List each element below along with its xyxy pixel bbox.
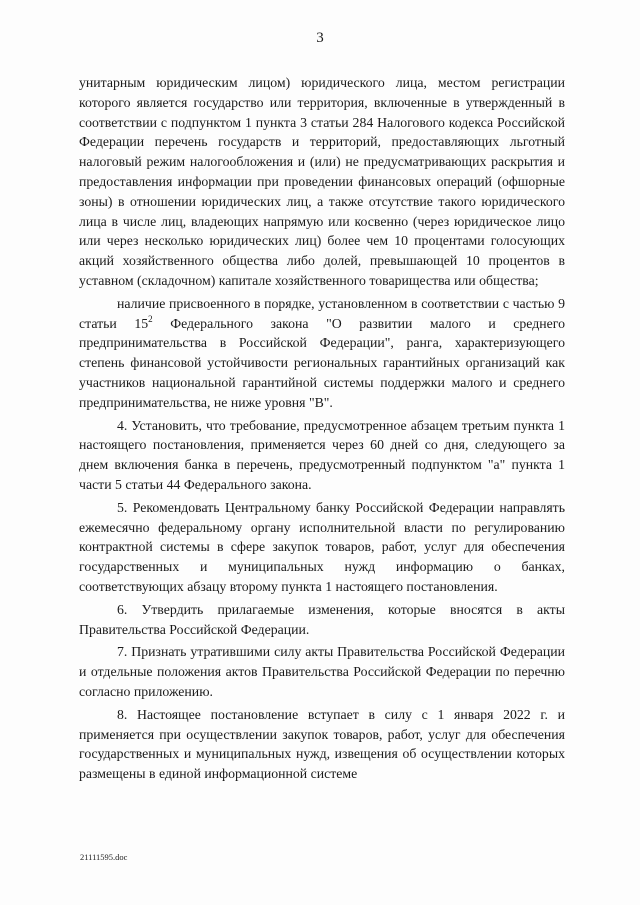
paragraph-item-4: 4. Установить, что требование, предусмотренное абзацем третьим пункта 1 настоящего постановления, применяется через 60 дней со дня, следующего за днем включения банка в перечень, предусмотренный подпунктом "а" пункта 1 части 5 статьи 44 Федерального закона.	[79, 417, 565, 492]
superscript-article-number: 2	[148, 313, 153, 324]
page-number: 3	[316, 30, 324, 46]
footer-filename: 21111595.doc	[80, 852, 128, 862]
paragraph-item-6: 6. Утвердить прилагаемые изменения, которые вносятся в акты Правительства Российской Федерации.	[79, 601, 565, 637]
paragraph-text-before-superscript: наличие присвоенного в порядке, установленном в соответствии с частью 9 статьи 15	[79, 295, 565, 331]
paragraph-item-7: 7. Признать утратившими силу акты Правительства Российской Федерации и отдельные положения актов Правительства Российской Федерации по перечню согласно приложению.	[79, 644, 565, 699]
paragraph-item-8: 8. Настоящее постановление вступает в силу с 1 января 2022 г. и применяется при осуществлении закупок товаров, работ, услуг для обеспечения государственных и муниципальных нужд, извещения об осуществлении которых размещены в единой информационной системе	[79, 706, 565, 782]
document-body	[79, 73, 565, 784]
paragraph-rank-requirement	[79, 294, 565, 413]
paragraph-text-after-superscript: Федерального закона "О развитии малого и среднего предпринимательства в Российской Федерации", ранга, характеризующего степень финансовой устойчивости региональных гарантийных организаций как участников национальной гарантийной системы поддержки малого и среднего предпринимательства, не ниже уровня "В".	[79, 315, 565, 410]
paragraph-item-5: 5. Рекомендовать Центральному банку Российской Федерации направлять ежемесячно федеральному органу исполнительной власти по регулированию контрактной системы в сфере закупок товаров, работ, услуг для обеспечения государственных и муниципальных нужд информацию о банках, соответствующих абзацу второму пункта 1 настоящего постановления.	[79, 499, 565, 594]
paragraph-continued: унитарным юридическим лицом) юридического лица, местом регистрации которого является государство или территория, включенные в утвержденный в соответствии с подпунктом 1 пункта 3 статьи 284 Налогового кодекса Российской Федерации перечень государств и территорий, предоставляющих льготный налоговый режим налогообложения и (или) не предусматривающих раскрытия и предоставления информации при проведении финансовых операций (офшорные зоны) в отношении юридических лиц, а также отсутствие такого юридического лица в числе лиц, владеющих напрямую или косвенно (через юридическое лицо или через несколько юридических лиц) более чем 10 процентами голосующих акций хозяйственного общества либо долей, превышающей 10 процентов в уставном (складочном) капитале хозяйственного товарищества или общества;	[79, 75, 565, 288]
